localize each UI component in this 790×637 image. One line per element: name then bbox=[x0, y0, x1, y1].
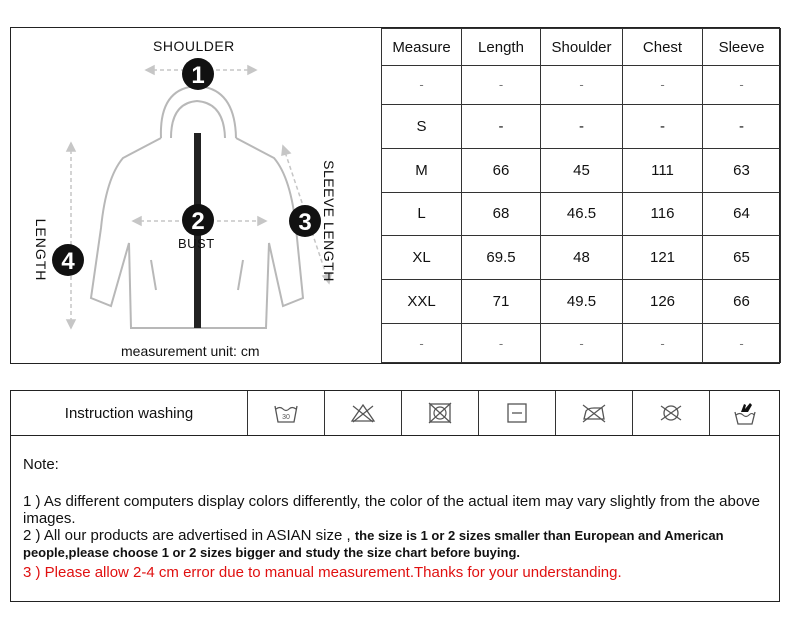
table-row bbox=[382, 280, 781, 324]
bust-label: BUST bbox=[178, 236, 215, 251]
cell: - bbox=[462, 66, 541, 105]
cell: - bbox=[703, 66, 781, 105]
cell: 63 bbox=[703, 148, 781, 192]
marker-3-number: 3 bbox=[298, 209, 312, 236]
size-table-header bbox=[382, 29, 781, 66]
size-chart-box bbox=[10, 27, 780, 364]
no-tumble-dry-icon bbox=[402, 391, 479, 435]
cell: 116 bbox=[623, 192, 703, 236]
measurement-unit: measurement unit: cm bbox=[121, 343, 260, 359]
no-dry-clean-icon bbox=[633, 391, 710, 435]
cell: 66 bbox=[703, 280, 781, 324]
cell: 48 bbox=[541, 236, 623, 280]
cell: 126 bbox=[623, 280, 703, 324]
marker-1-number: 1 bbox=[191, 62, 205, 89]
header-measure: Measure bbox=[382, 29, 462, 66]
dry-flat-icon bbox=[479, 391, 556, 435]
table-row bbox=[382, 148, 781, 192]
cell: 65 bbox=[703, 236, 781, 280]
cell: - bbox=[703, 104, 781, 148]
cell: - bbox=[703, 324, 781, 363]
svg-text:30: 30 bbox=[282, 414, 290, 421]
note-2 bbox=[23, 527, 767, 561]
table-row bbox=[382, 104, 781, 148]
cell: 45 bbox=[541, 148, 623, 192]
washing-label: Instruction washing bbox=[11, 391, 248, 435]
cell: - bbox=[623, 66, 703, 105]
table-row bbox=[382, 236, 781, 280]
cell: 49.5 bbox=[541, 280, 623, 324]
cell: S bbox=[382, 104, 462, 148]
marker-3 bbox=[289, 205, 321, 237]
no-iron-icon bbox=[556, 391, 633, 435]
cell: 64 bbox=[703, 192, 781, 236]
no-bleach-icon bbox=[325, 391, 402, 435]
cell: - bbox=[541, 324, 623, 363]
cell: 121 bbox=[623, 236, 703, 280]
note-2-lead: 2 ) All our products are advertised in ASIAN size , bbox=[23, 527, 355, 544]
cell: - bbox=[623, 324, 703, 363]
table-row bbox=[382, 192, 781, 236]
cell: M bbox=[382, 148, 462, 192]
jacket-illustration bbox=[11, 28, 381, 363]
header-length: Length bbox=[462, 29, 541, 66]
sleeve-length-label: SLEEVE LENGTH bbox=[321, 160, 337, 282]
marker-4-number: 4 bbox=[61, 248, 75, 275]
cell: 66 bbox=[462, 148, 541, 192]
header-shoulder: Shoulder bbox=[541, 29, 623, 66]
notes-box bbox=[10, 435, 780, 602]
cell: - bbox=[462, 324, 541, 363]
marker-1 bbox=[182, 58, 214, 90]
header-sleeve: Sleeve bbox=[703, 29, 781, 66]
cell: 69.5 bbox=[462, 236, 541, 280]
cell: XL bbox=[382, 236, 462, 280]
cell: - bbox=[541, 66, 623, 105]
cell: L bbox=[382, 192, 462, 236]
jacket-diagram bbox=[11, 28, 381, 363]
marker-4 bbox=[52, 244, 84, 276]
shoulder-label: SHOULDER bbox=[153, 38, 235, 54]
cell: - bbox=[462, 104, 541, 148]
wash-30-icon bbox=[248, 391, 325, 435]
note-3: 3 ) Please allow 2-4 cm error due to manual measurement.Thanks for your understanding. bbox=[23, 564, 622, 581]
hand-wash-icon bbox=[710, 391, 779, 435]
table-row bbox=[382, 324, 781, 363]
cell: 71 bbox=[462, 280, 541, 324]
cell: 68 bbox=[462, 192, 541, 236]
washing-instructions bbox=[10, 390, 780, 436]
note-1: 1 ) As different computers display colors differently, the color of the actual item may vary slightly from the above images. bbox=[23, 493, 761, 527]
size-table bbox=[381, 28, 781, 363]
length-label: LENGTH bbox=[33, 218, 49, 282]
cell: - bbox=[541, 104, 623, 148]
note-2-detail: the size is 1 or 2 sizes smaller than European and American people,please choose 1 or 2 sizes bigger and study the size chart before buying. bbox=[23, 528, 724, 560]
marker-2-number: 2 bbox=[191, 208, 205, 235]
table-row bbox=[382, 66, 781, 105]
header-chest: Chest bbox=[623, 29, 703, 66]
cell: XXL bbox=[382, 280, 462, 324]
cell: 46.5 bbox=[541, 192, 623, 236]
cell: - bbox=[382, 66, 462, 105]
cell: - bbox=[623, 104, 703, 148]
note-title: Note: bbox=[23, 456, 59, 473]
cell: 111 bbox=[623, 148, 703, 192]
cell: - bbox=[382, 324, 462, 363]
marker-2 bbox=[182, 204, 214, 236]
